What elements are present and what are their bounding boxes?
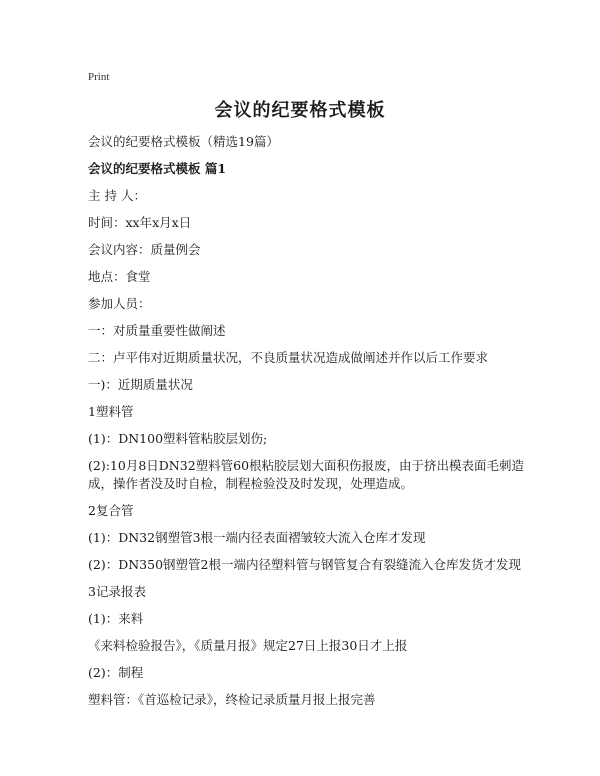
paragraph-plastic-2: (2):10月8日DN32塑料管60根粘胶层划大面积伤报废，由于挤出模表面毛刺造成，操作者没及时自检，制程检验没及时发现，处理造成。 — [88, 458, 525, 491]
paragraph-records: 3记录报表 — [88, 584, 146, 599]
paragraph-host: 主 持 人： — [88, 188, 146, 203]
paragraph-process: (2)：制程 — [88, 665, 144, 680]
paragraph-process-detail: 塑料管：《首巡检记录》，终检记录质量月报上报完善 — [88, 692, 376, 707]
subtitle: 会议的纪要格式模板（精选19篇） — [88, 134, 279, 149]
paragraph-content: 会议内容：质量例会 — [88, 242, 201, 257]
print-label[interactable]: Print — [88, 71, 110, 83]
document-title: 会议的纪要格式模板 — [214, 100, 386, 121]
paragraph-incoming-detail: 《来料检验报告》，《质量月报》规定27日上报30日才上报 — [88, 638, 408, 653]
paragraph-location: 地点：食堂 — [88, 269, 151, 284]
paragraph-attendees: 参加人员： — [88, 296, 151, 311]
paragraph-item-1: 一：对质量重要性做阐述 — [88, 323, 226, 338]
paragraph-time: 时间：xx年x月x日 — [88, 215, 192, 230]
paragraph-incoming: (1)：来料 — [88, 611, 144, 626]
paragraph-composite-1: (1)：DN32钢塑管3根一端内径表面褶皱较大流入仓库才发现 — [88, 530, 426, 545]
section-heading: 会议的纪要格式模板 篇1 — [88, 161, 227, 176]
paragraph-plastic-pipe: 1塑料管 — [88, 404, 134, 419]
paragraph-composite-2: (2)：DN350钢塑管2根一端内径塑料管与钢管复合有裂缝流入仓库发货才发现 — [88, 557, 521, 572]
paragraph-composite-pipe: 2复合管 — [88, 503, 134, 518]
paragraph-plastic-1: (1)：DN100塑料管粘胶层划伤; — [88, 431, 268, 446]
paragraph-subsection: 一)：近期质量状况 — [88, 377, 193, 392]
paragraph-item-2: 二：卢平伟对近期质量状况，不良质量状况造成做阐述并作以后工作要求 — [88, 350, 489, 365]
